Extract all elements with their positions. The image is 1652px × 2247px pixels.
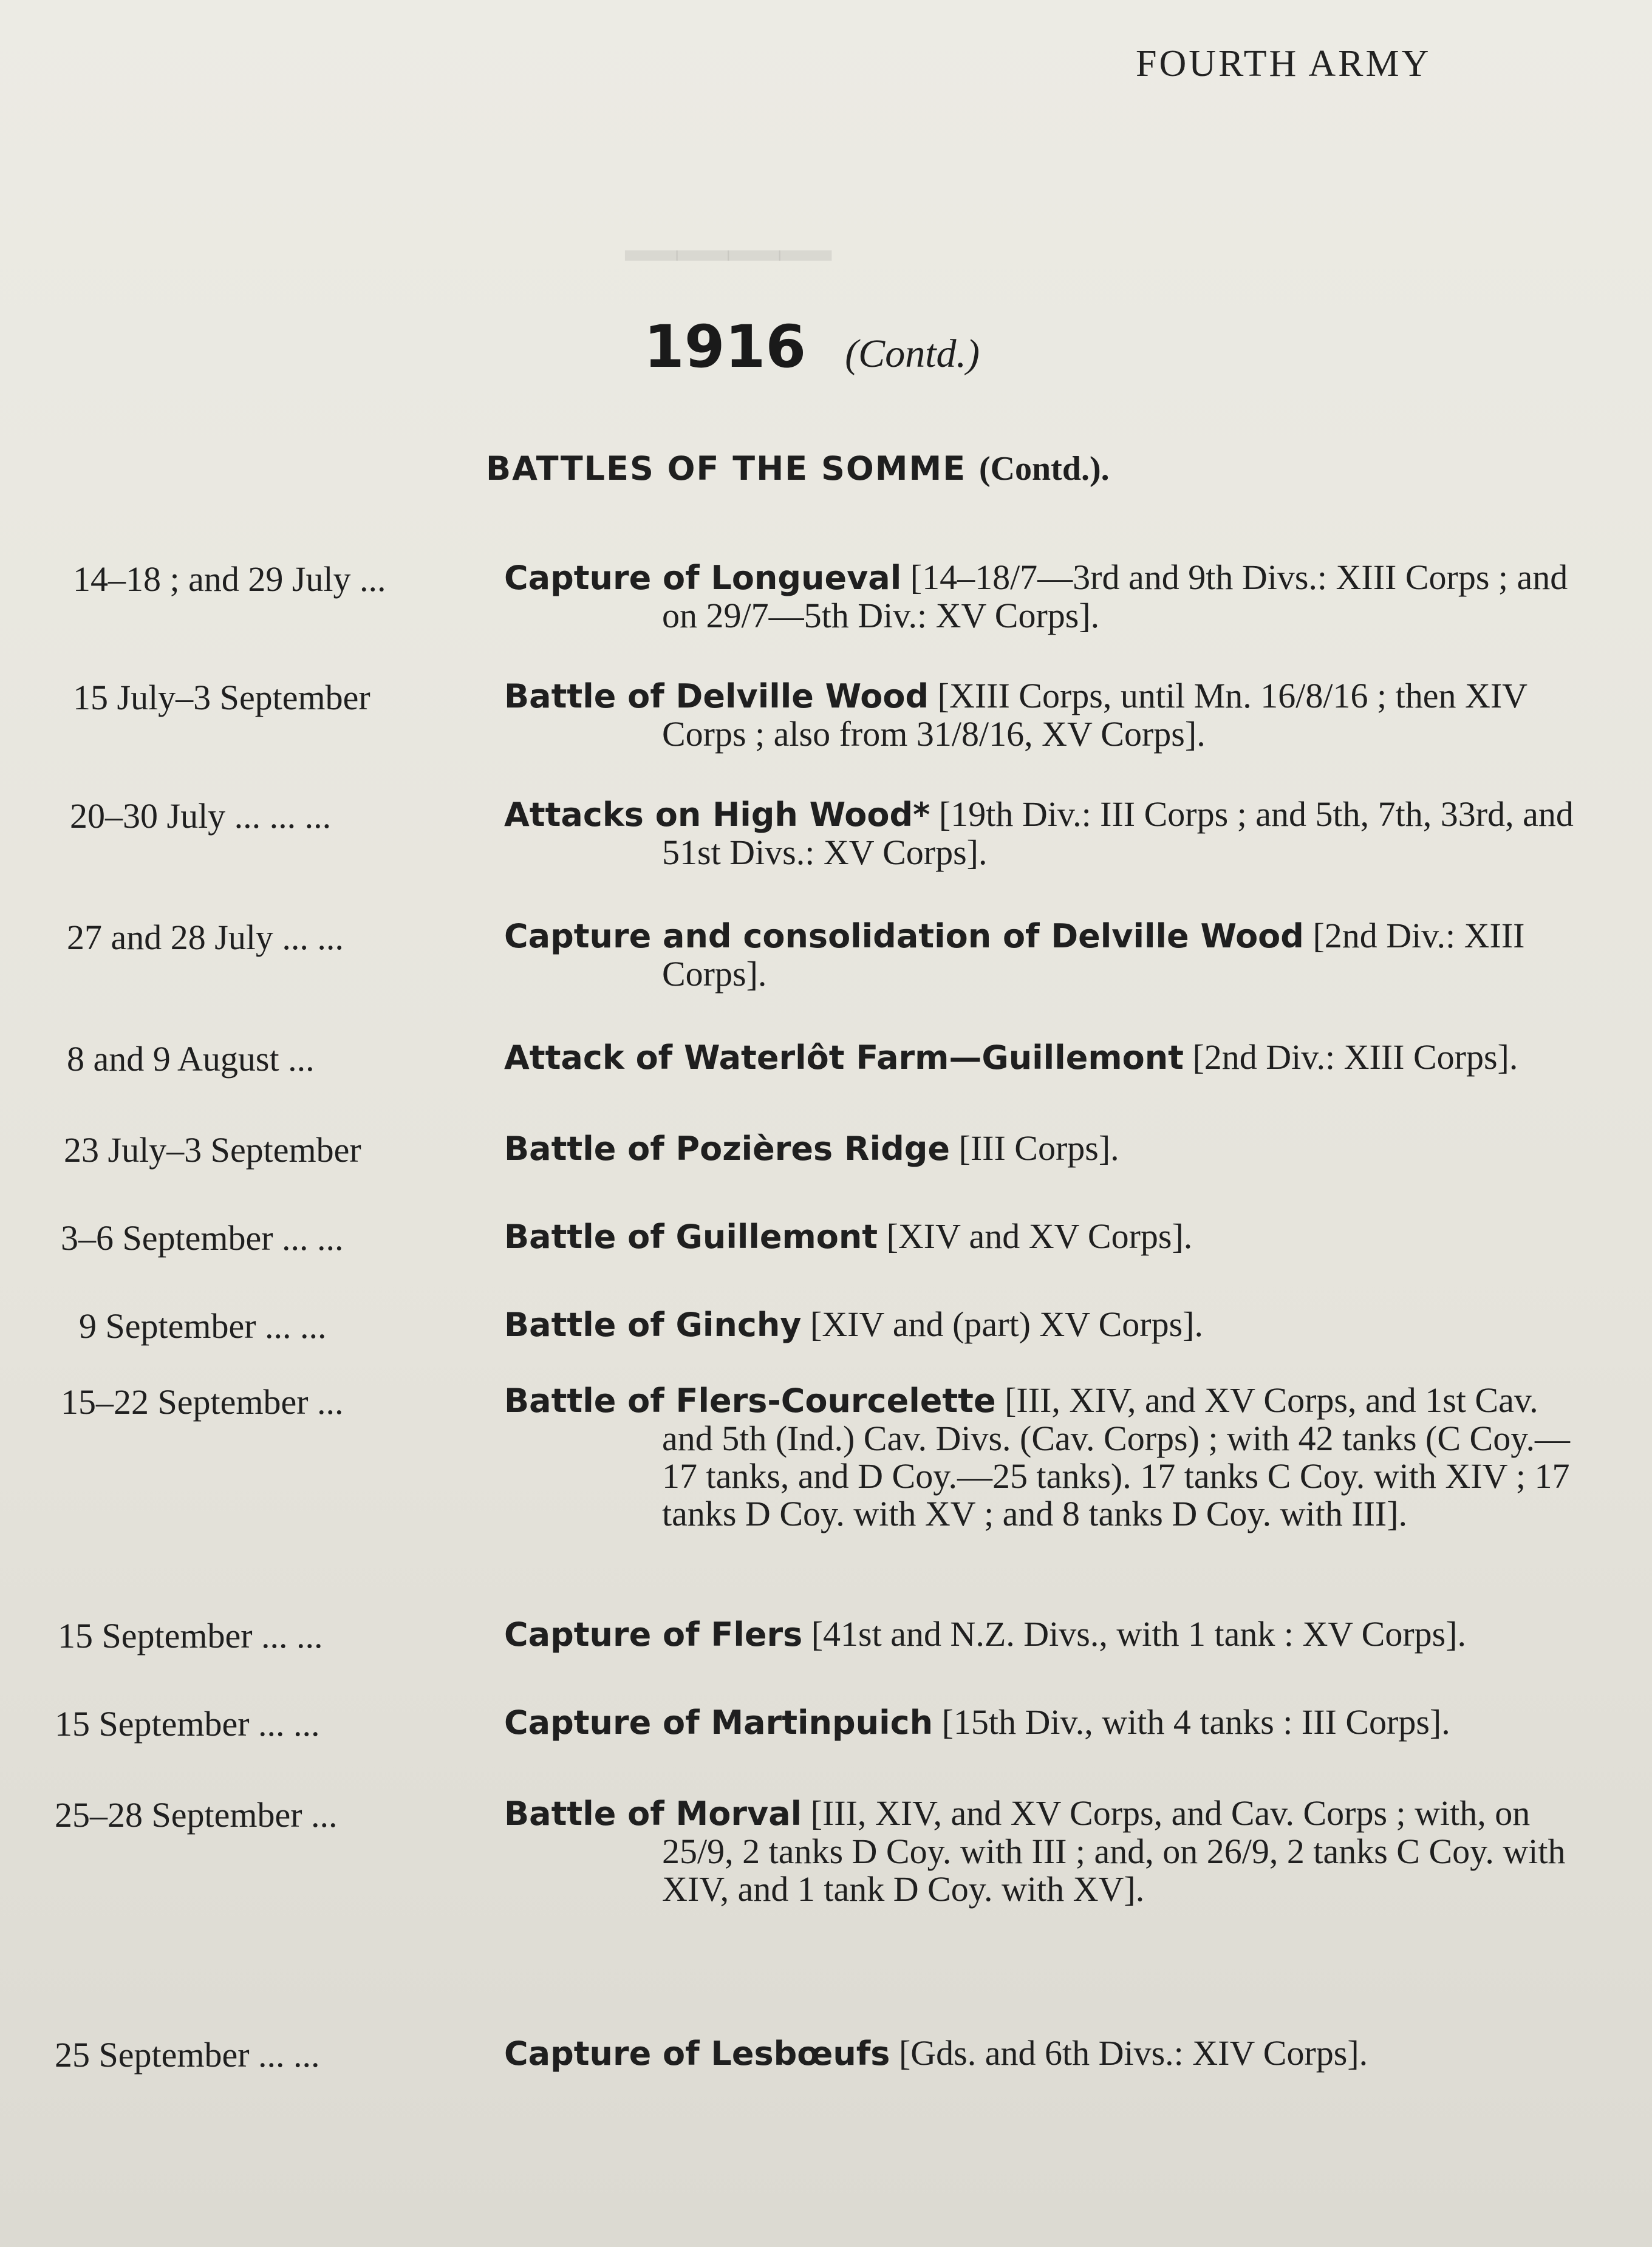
entry-battle: Capture of Lesbœufs bbox=[504, 2034, 890, 2073]
entry-body bbox=[504, 1615, 1591, 1654]
entry-battle: Capture of Flers bbox=[504, 1615, 803, 1654]
entry-details: [19th Div.: III Corps ; and 5th, 7th, 33rd, and 51st Divs.: XV Corps]. bbox=[662, 794, 1574, 872]
entry-date: 20–30 July ... ... ... bbox=[70, 796, 332, 836]
entry-details: [14–18/7—3rd and 9th Divs.: XIII Corps ; and on 29/7—5th Div.: XV Corps]. bbox=[662, 557, 1568, 635]
year-value: 1916 bbox=[644, 313, 807, 381]
entry-details: [Gds. and 6th Divs.: XIV Corps]. bbox=[898, 2033, 1368, 2073]
entry-battle: Attack of Waterlôt Farm—Guillemont bbox=[504, 1038, 1184, 1077]
entry-battle: Battle of Flers-Courcelette bbox=[504, 1382, 996, 1420]
year-heading bbox=[644, 313, 980, 381]
entry-body bbox=[504, 1306, 1591, 1344]
entry-date: 3–6 September ... ... bbox=[61, 1218, 344, 1258]
entry-details: [15th Div., with 4 tanks : III Corps]. bbox=[941, 1702, 1450, 1742]
entry-battle: Capture of Martinpuich bbox=[504, 1703, 934, 1742]
running-header: FOURTH ARMY bbox=[1136, 43, 1432, 84]
entry-body bbox=[504, 796, 1591, 871]
entry-date: 9 September ... ... bbox=[79, 1306, 327, 1346]
entry-date: 15 September ... ... bbox=[58, 1616, 323, 1655]
entry-details: [XIII Corps, until Mn. 16/8/16 ; then XIV Corps ; also from 31/8/16, XV Corps]. bbox=[662, 676, 1527, 754]
entry-body bbox=[504, 1130, 1591, 1168]
entry-battle: Capture and consolidation of Delville Wood bbox=[504, 917, 1304, 955]
entry-battle: Battle of Pozières Ridge bbox=[504, 1130, 951, 1168]
entry-date: 14–18 ; and 29 July ... bbox=[73, 559, 386, 599]
entry-details: [41st and N.Z. Divs., with 1 tank : XV Corps]. bbox=[811, 1614, 1467, 1654]
entry-body bbox=[504, 559, 1591, 635]
year-contd: (Contd.) bbox=[845, 332, 980, 376]
entry-body bbox=[504, 1382, 1591, 1533]
section-title bbox=[486, 449, 1110, 488]
entry-battle: Battle of Guillemont bbox=[504, 1218, 878, 1256]
entry-details: [III, XIV, and XV Corps, and Cav. Corps ; with, on 25/9, 2 tanks D Coy. with III ; and, on 26/9, 2 tanks C Coy. with XIV, and 1 tank D Coy. with XV]. bbox=[662, 1793, 1566, 1909]
entry-body bbox=[504, 677, 1591, 753]
entry-date: 15 July–3 September bbox=[73, 678, 370, 717]
bleed-through-text: ▁▁▁▁ bbox=[626, 185, 831, 259]
section-title-suffix: (Contd.). bbox=[978, 450, 1110, 488]
entry-battle: Attacks on High Wood* bbox=[504, 796, 930, 834]
entry-date: 8 and 9 August ... bbox=[67, 1039, 315, 1079]
entry-battle: Capture of Longueval bbox=[504, 559, 902, 597]
entry-body bbox=[504, 917, 1591, 993]
entry-body bbox=[504, 1218, 1591, 1256]
entry-details: [XIV and (part) XV Corps]. bbox=[810, 1304, 1203, 1344]
entry-details: [2nd Div.: XIII Corps]. bbox=[662, 916, 1525, 994]
entry-details: [2nd Div.: XIII Corps]. bbox=[1192, 1037, 1518, 1077]
entry-date: 25 September ... ... bbox=[55, 2035, 320, 2075]
entry-date: 23 July–3 September bbox=[64, 1130, 361, 1170]
section-title-text: BATTLES OF THE SOMME bbox=[486, 449, 967, 488]
entry-battle: Battle of Morval bbox=[504, 1795, 802, 1833]
entry-date: 25–28 September ... bbox=[55, 1795, 338, 1835]
entry-body bbox=[504, 2034, 1591, 2073]
entry-body bbox=[504, 1038, 1591, 1077]
entry-body bbox=[504, 1703, 1591, 1742]
entry-details: [XIV and XV Corps]. bbox=[886, 1216, 1193, 1256]
entry-details: [III Corps]. bbox=[958, 1128, 1119, 1168]
entry-body bbox=[504, 1795, 1591, 1908]
entry-battle: Battle of Delville Wood bbox=[504, 677, 929, 715]
entry-details: [III, XIV, and XV Corps, and 1st Cav. and 5th (Ind.) Cav. Divs. (Cav. Corps) ; with 42 tanks (C Coy.—17 tanks, and D Coy.—25 tanks). 17 tanks C Coy. with XIV ; 17 tanks D Coy. with XV ; and 8 tanks D Coy. with III]. bbox=[662, 1380, 1570, 1533]
entry-date: 27 and 28 July ... ... bbox=[67, 918, 344, 957]
entry-date: 15–22 September ... bbox=[61, 1382, 344, 1422]
entry-date: 15 September ... ... bbox=[55, 1704, 320, 1744]
entry-battle: Battle of Ginchy bbox=[504, 1306, 802, 1344]
